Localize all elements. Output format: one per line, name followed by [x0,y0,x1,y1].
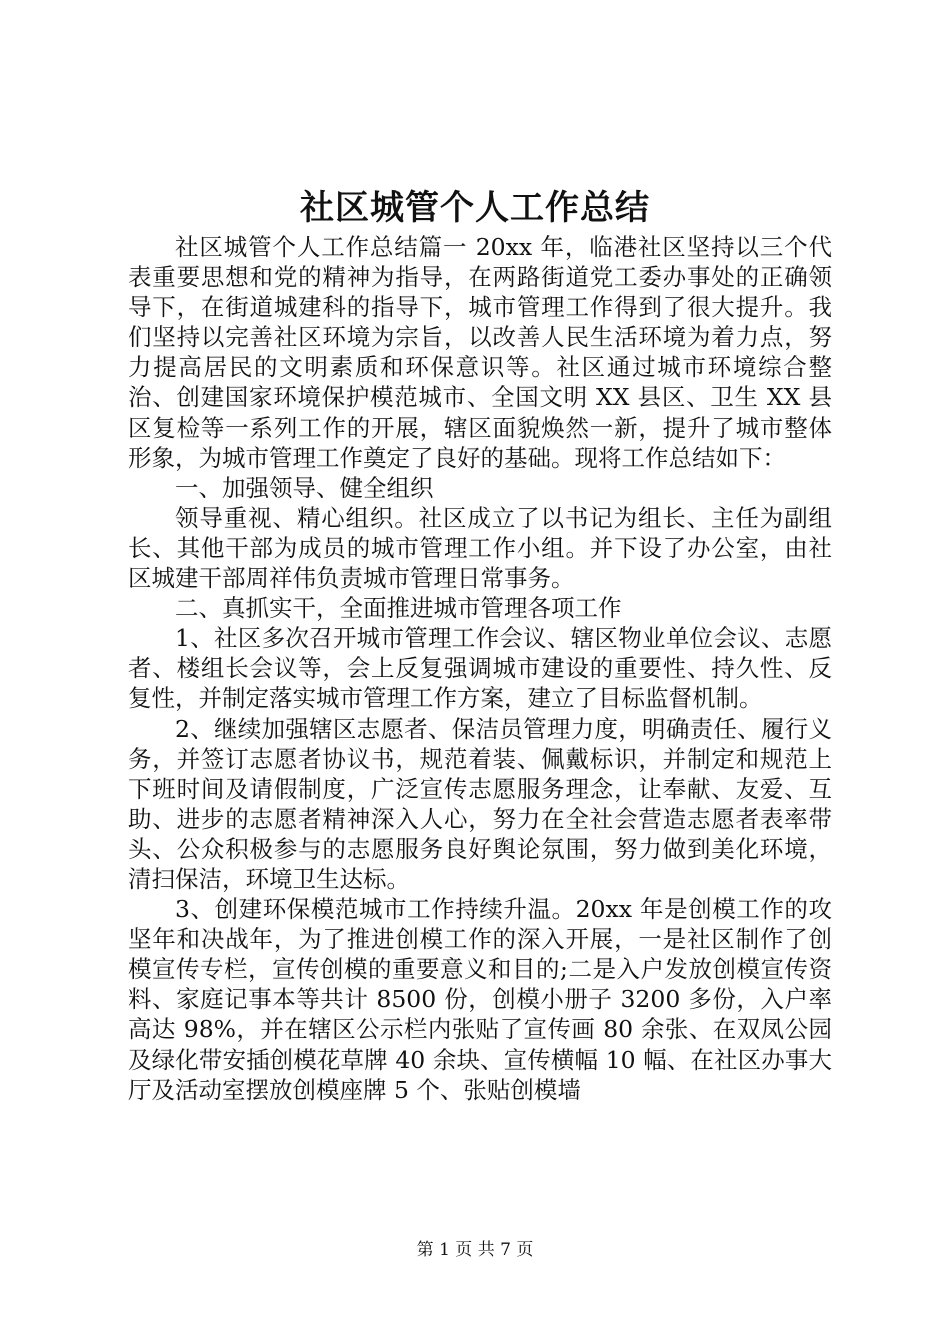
paragraph-item-1: 1、社区多次召开城市管理工作会议、辖区物业单位会议、志愿者、楼组长会议等，会上反复强调城市建设的重要性、持久性、反复性，并制定落实城市管理工作方案，建立了目标监督机制。 [128,624,832,713]
paragraph-item-2: 2、继续加强辖区志愿者、保洁员管理力度，明确责任、履行义务，并签订志愿者协议书，规范着装、佩戴标识，并制定和规范上下班时间及请假制度，广泛宣传志愿服务理念，让奉献、友爱、互助、进步的志愿者精神深入人心，努力在全社会营造志愿者表率带头、公众积极参与的志愿服务良好舆论氛围，努力做到美化环境，清扫保洁，环境卫生达标。 [128,714,832,893]
paragraph-intro: 社区城管个人工作总结篇一 20xx 年，临港社区坚持以三个代表重要思想和党的精神为指导，在两路街道党工委办事处的正确领导下，在街道城建科的指导下，城市管理工作得到了很大提升。我们坚持以完善社区环境为宗旨，以改善人民生活环境为着力点，努力提高居民的文明素质和环保意识等。社区通过城市环境综合整治、创建国家环境保护模范城市、全国文明 XX 县区、卫生 XX 县区复检等一系列工作的开展，辖区面貌焕然一新，提升了城市整体形象，为城市管理工作奠定了良好的基础。现将工作总结如下： [128,233,832,472]
page-footer: 第 1 页 共 7 页 [416,1240,534,1260]
document-body [128,232,832,1105]
paragraph-item-3: 3、创建环保模范城市工作持续升温。20xx 年是创模工作的攻坚年和决战年，为了推进创模工作的深入开展，一是社区制作了创模宣传专栏，宣传创模的重要意义和目的;二是入户发放创模宣传资料、家庭记事本等共计 8500 份，创模小册子 3200 多份，入户率高达 98%，并在辖区公示栏内张贴了宣传画 80 余张、在双凤公园及绿化带安插创模花草牌 40 余块、宣传横幅 10 幅、在社区办事大厅及活动室摆放创模座牌 5 个、张贴创模墙 [128,895,832,1104]
section-heading-2: 二、真抓实干，全面推进城市管理各项工作 [175,594,622,623]
section-heading-1: 一、加强领导、健全组织 [175,473,434,502]
paragraph-leadership: 领导重视、精心组织。社区成立了以书记为组长、主任为副组长、其他干部为成员的城市管理工作小组。并下设了办公室，由社区城建干部周祥伟负责城市管理日常事务。 [128,503,832,593]
page-title: 社区城管个人工作总结 [300,188,650,228]
